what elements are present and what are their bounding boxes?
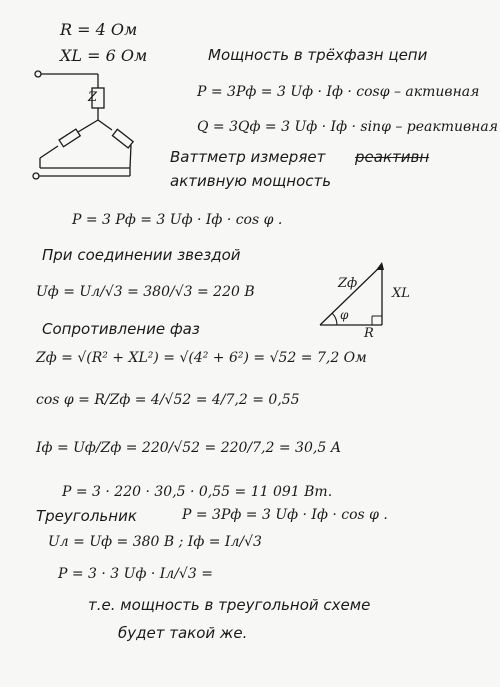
wattmeter-text-1: Ваттметр измеряет (170, 148, 326, 166)
triangle-phi-label: φ (340, 308, 349, 322)
power-result-line: P = 3 · 220 · 30,5 · 0,55 = 11 091 Вт. (62, 484, 333, 500)
zf-line: Zф = √(R² + XL²) = √(4² + 6²) = √52 = 7,2 Ом (36, 350, 367, 366)
conclusion-line-1: т.е. мощность в треугольной схеме (88, 596, 371, 614)
delta-title: Треугольник (36, 507, 137, 525)
delta-p-sub: P = 3 · 3 Uф · Iл/√3 = (58, 566, 213, 582)
triangle-r-label: R (364, 326, 374, 341)
delta-p-formula: P = 3Pф = 3 Uф · Iф · cos φ . (182, 507, 388, 523)
p-repeat-formula: P = 3 Pф = 3 Uф · Iф · cos φ . (72, 212, 283, 228)
resistance-title: Сопротивление фаз (42, 320, 200, 338)
page-heading: Мощность в трёхфазн цепи (208, 46, 428, 64)
wattmeter-text-2: активную мощность (170, 172, 332, 190)
conclusion-line-2: будет такой же. (118, 624, 248, 642)
delta-ul-line: Uл = Uф = 380 В ; Iф = Iл/√3 (48, 534, 262, 550)
cos-phi-line: cos φ = R/Zф = 4/√52 = 4/7,2 = 0,55 (36, 392, 300, 408)
star-uf-line: Uф = Uл/√3 = 380/√3 = 220 В (36, 284, 255, 300)
triangle-xl-label: XL (392, 286, 410, 301)
triangle-zf-label: Zф (338, 276, 358, 291)
active-power-formula: P = 3Pф = 3 Uф · Iф · cosφ – активная (197, 84, 480, 100)
given-r: R = 4 Ом (60, 20, 138, 39)
reactive-power-formula: Q = 3Qф = 3 Uф · Iф · sinφ – реактивная (197, 119, 498, 135)
wattmeter-struck-word: реактивн (355, 148, 430, 166)
given-xl: XL = 6 Ом (60, 46, 148, 65)
if-line: Iф = Uф/Zф = 220/√52 = 220/7,2 = 30,5 А (36, 440, 342, 456)
star-title: При соединении звездой (42, 246, 241, 264)
load-z-label: Z (88, 90, 98, 105)
